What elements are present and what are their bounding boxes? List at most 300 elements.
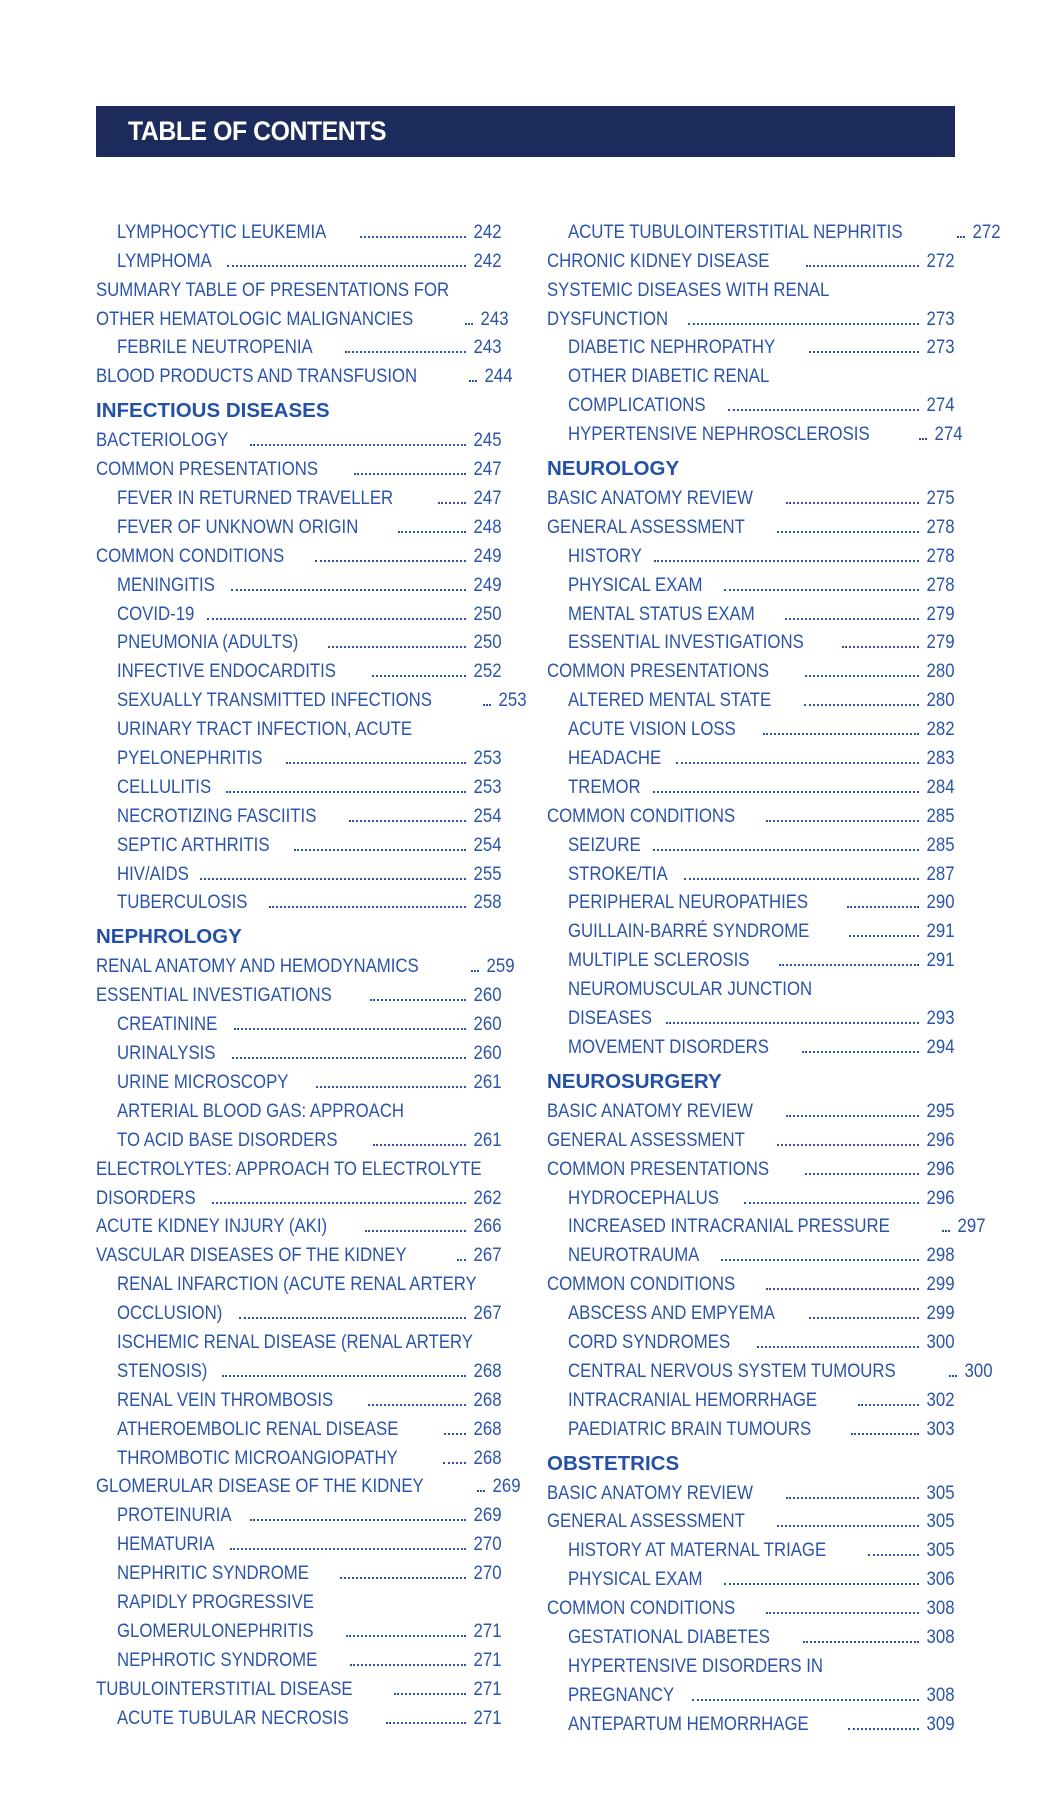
toc-entry-title: CREATININE — [117, 1013, 218, 1036]
toc-entry[interactable] — [547, 1411, 955, 1440]
dot-leader — [802, 1051, 920, 1053]
toc-entry[interactable] — [96, 1122, 502, 1151]
toc-entry-continued — [96, 1151, 502, 1180]
toc-page-number: 243 — [474, 336, 502, 359]
toc-page-number: 254 — [474, 833, 502, 856]
dot-leader — [757, 1346, 920, 1348]
toc-page-number: 280 — [927, 660, 955, 683]
toc-page-number: 270 — [474, 1533, 502, 1556]
toc-entry-title: ATHEROEMBOLIC RENAL DISEASE — [117, 1417, 399, 1440]
toc-entry[interactable] — [547, 243, 955, 272]
dot-leader — [803, 1641, 920, 1643]
toc-entry-title: GUILLAIN-BARRÉ SYNDROME — [568, 920, 810, 943]
toc-page-number: 261 — [474, 1070, 502, 1093]
toc-entry[interactable] — [547, 1295, 955, 1324]
toc-entry-title-line: HYPERTENSIVE DISORDERS IN — [568, 1654, 824, 1677]
toc-page-number: 255 — [474, 862, 502, 885]
toc-entry[interactable] — [96, 451, 502, 480]
dot-leader — [346, 1635, 467, 1637]
toc-entry[interactable] — [96, 301, 509, 330]
toc-entry[interactable] — [96, 682, 527, 712]
toc-entry-title: BLOOD PRODUCTS AND TRANSFUSION — [96, 365, 418, 388]
toc-page-number: 269 — [492, 1475, 521, 1498]
toc-page-number: 280 — [927, 689, 955, 712]
dot-leader — [653, 849, 920, 851]
toc-entry-title: PAEDIATRIC BRAIN TUMOURS — [568, 1417, 812, 1440]
toc-entry[interactable] — [96, 740, 502, 769]
toc-entry[interactable] — [96, 1700, 502, 1729]
dot-leader — [444, 1433, 466, 1435]
toc-entry-title: MENINGITIS — [117, 573, 215, 596]
toc-entry-title: ESSENTIAL INVESTIGATIONS — [568, 631, 804, 654]
toc-page-number: 296 — [927, 1128, 955, 1151]
dot-leader — [294, 849, 466, 851]
toc-entry-title: NEPHROTIC SYNDROME — [117, 1648, 318, 1671]
toc-page-number: 295 — [927, 1099, 955, 1122]
dot-leader — [785, 618, 919, 620]
toc-entry-title: MENTAL STATUS EXAM — [568, 602, 755, 625]
dot-leader — [688, 323, 920, 325]
dot-leader — [786, 502, 919, 504]
toc-page-number: 287 — [927, 862, 955, 885]
dot-leader — [676, 762, 919, 764]
toc-entry[interactable] — [547, 1590, 955, 1619]
toc-page-number: 247 — [474, 487, 502, 510]
toc-entry[interactable] — [547, 509, 955, 538]
toc-entry[interactable] — [547, 1619, 955, 1648]
toc-page-number: 268 — [474, 1417, 502, 1440]
toc-entry[interactable] — [547, 301, 955, 330]
toc-entry[interactable] — [96, 1642, 502, 1671]
toc-entry[interactable] — [547, 214, 1001, 243]
toc-entry-title-line: SYSTEMIC DISEASES WITH RENAL — [547, 278, 830, 301]
toc-page-number: 273 — [927, 336, 955, 359]
dot-leader — [372, 675, 467, 677]
toc-entry[interactable] — [547, 330, 955, 359]
toc-page-number: 305 — [927, 1539, 955, 1562]
toc-entry[interactable] — [96, 1469, 521, 1498]
toc-page-number: 296 — [927, 1157, 955, 1180]
toc-entry-title: COMMON CONDITIONS — [96, 544, 285, 567]
dot-leader — [858, 1404, 920, 1406]
dot-leader — [786, 1497, 919, 1499]
toc-entry-title: ACUTE TUBULOINTERSTITIAL NEPHRITIS — [568, 220, 903, 243]
toc-entry[interactable] — [547, 538, 955, 567]
toc-page-number: 242 — [474, 220, 502, 243]
section-heading-infectious-diseases: INFECTIOUS DISEASES — [96, 399, 330, 423]
toc-entry[interactable] — [96, 1555, 502, 1584]
toc-entry-continued — [547, 358, 955, 387]
toc-entry-title: CORD SYNDROMES — [568, 1330, 731, 1353]
toc-entry-title: ABSCESS AND EMPYEMA — [568, 1302, 775, 1325]
toc-entry[interactable] — [547, 827, 955, 856]
toc-entry-title-line: OTHER DIABETIC RENAL — [568, 365, 770, 388]
toc-page-number: 272 — [972, 220, 1001, 243]
dot-leader — [200, 878, 466, 880]
dot-leader — [763, 733, 919, 735]
dot-leader — [842, 646, 919, 648]
toc-entry[interactable] — [96, 480, 502, 509]
toc-page-number: 305 — [927, 1481, 955, 1504]
toc-entry-title: NEUROTRAUMA — [568, 1244, 700, 1267]
dot-leader — [786, 1115, 919, 1117]
dot-leader — [315, 560, 467, 562]
toc-entry[interactable] — [96, 1526, 502, 1555]
toc-entry[interactable] — [547, 1561, 955, 1590]
toc-entry[interactable] — [547, 1382, 955, 1411]
toc-page-number: 300 — [927, 1330, 955, 1353]
dot-leader — [438, 502, 466, 504]
toc-page-number: 269 — [474, 1504, 502, 1527]
dot-leader — [851, 1433, 920, 1435]
toc-page-number: 253 — [498, 689, 527, 712]
toc-entry[interactable] — [547, 1266, 955, 1295]
toc-entry[interactable] — [96, 977, 502, 1006]
toc-entry[interactable] — [547, 1324, 955, 1353]
dot-leader — [398, 531, 467, 533]
toc-entry[interactable] — [96, 653, 502, 682]
dot-leader — [471, 970, 479, 972]
toc-entry[interactable] — [547, 740, 955, 769]
toc-page-number: 245 — [474, 429, 502, 452]
toc-page-number: 243 — [480, 307, 509, 330]
toc-entry[interactable] — [547, 942, 955, 971]
toc-page-number: 260 — [474, 984, 502, 1007]
dot-leader — [368, 1404, 466, 1406]
toc-entry-title: PREGNANCY — [568, 1683, 675, 1706]
toc-entry[interactable] — [96, 243, 502, 272]
toc-entry-title: ESSENTIAL INVESTIGATIONS — [96, 984, 332, 1007]
toc-page-number: 259 — [486, 955, 515, 978]
toc-page-number: 268 — [474, 1388, 502, 1411]
toc-entry-title: ANTEPARTUM HEMORRHAGE — [568, 1712, 809, 1735]
toc-entry[interactable] — [96, 885, 502, 914]
toc-entry-title: HEMATURIA — [117, 1533, 215, 1556]
toc-entry[interactable] — [547, 885, 955, 914]
toc-entry-title: RENAL VEIN THROMBOSIS — [117, 1388, 334, 1411]
toc-entry-title: COMMON CONDITIONS — [547, 804, 736, 827]
dot-leader — [692, 1699, 920, 1701]
toc-entry[interactable] — [96, 422, 502, 451]
toc-entry-title: FEBRILE NEUTROPENIA — [117, 336, 313, 359]
toc-page-number: 296 — [927, 1186, 955, 1209]
toc-entry-title: CENTRAL NERVOUS SYSTEM TUMOURS — [568, 1359, 896, 1382]
toc-entry[interactable] — [96, 1671, 502, 1700]
toc-entry[interactable] — [96, 1237, 502, 1266]
toc-entry-continued — [96, 272, 502, 301]
toc-page-number: 282 — [927, 718, 955, 741]
toc-entry[interactable] — [547, 913, 955, 942]
dot-leader — [350, 1664, 467, 1666]
toc-page-number: 290 — [927, 891, 955, 914]
toc-entry[interactable] — [547, 596, 955, 625]
toc-entry-title-line: ELECTROLYTES: APPROACH TO ELECTROLYTE — [96, 1157, 482, 1180]
toc-page-number: 291 — [927, 949, 955, 972]
dot-leader — [269, 906, 467, 908]
dot-leader — [849, 935, 920, 937]
toc-entry[interactable] — [96, 567, 502, 596]
toc-entry[interactable] — [547, 1706, 955, 1735]
dot-leader — [340, 1577, 466, 1579]
toc-page-number: 253 — [474, 775, 502, 798]
dot-leader — [949, 1375, 957, 1377]
toc-page-number: 266 — [474, 1215, 502, 1238]
toc-page-number: 267 — [474, 1302, 502, 1325]
toc-entry[interactable] — [547, 1209, 986, 1238]
toc-entry[interactable] — [96, 1353, 502, 1382]
toc-entry-title: CELLULITIS — [117, 775, 212, 798]
toc-entry[interactable] — [96, 1295, 502, 1324]
toc-entry[interactable] — [96, 798, 502, 827]
toc-entry-title: COMMON PRESENTATIONS — [547, 1157, 770, 1180]
dot-leader — [942, 1230, 950, 1232]
toc-entry-title: STENOSIS) — [117, 1359, 208, 1382]
toc-entry-title: COMPLICATIONS — [568, 394, 706, 417]
toc-entry-title: BASIC ANATOMY REVIEW — [547, 1481, 753, 1504]
toc-entry-title: DYSFUNCTION — [547, 307, 669, 330]
toc-entry-title: DISEASES — [568, 1007, 652, 1030]
dot-leader — [465, 323, 473, 325]
dot-leader — [654, 560, 919, 562]
toc-entry[interactable] — [547, 1475, 955, 1504]
toc-entry-title: MULTIPLE SCLEROSIS — [568, 949, 750, 972]
toc-page-number: 291 — [927, 920, 955, 943]
dot-leader — [779, 964, 920, 966]
toc-entry-title: PNEUMONIA (ADULTS) — [117, 631, 299, 654]
toc-entry-title: CHRONIC KIDNEY DISEASE — [547, 249, 770, 272]
dot-leader — [226, 791, 466, 793]
toc-entry[interactable] — [96, 358, 513, 388]
toc-entry-title-line: NEUROMUSCULAR JUNCTION — [568, 978, 813, 1001]
toc-entry-title: URINE MICROSCOPY — [117, 1070, 289, 1093]
toc-entry-continued — [547, 272, 955, 301]
toc-page-number: 270 — [474, 1562, 502, 1585]
toc-page-number: 267 — [474, 1244, 502, 1267]
dot-leader — [227, 265, 466, 267]
toc-entry-title: COMMON CONDITIONS — [547, 1597, 736, 1620]
dot-leader — [847, 906, 919, 908]
toc-page-number: 273 — [927, 307, 955, 330]
toc-entry[interactable] — [547, 1677, 955, 1706]
toc-entry[interactable] — [547, 1353, 993, 1382]
dot-leader — [360, 236, 466, 238]
toc-entry[interactable] — [96, 1613, 502, 1642]
toc-entry[interactable] — [96, 538, 502, 567]
dot-leader — [232, 1057, 467, 1059]
toc-entry[interactable] — [547, 769, 955, 798]
toc-entry[interactable] — [547, 416, 963, 446]
toc-page-number: 258 — [474, 891, 502, 914]
toc-entry[interactable] — [547, 567, 955, 596]
toc-entry[interactable] — [96, 856, 502, 885]
toc-page-number: 249 — [474, 573, 502, 596]
toc-entry[interactable] — [96, 1497, 502, 1526]
toc-page-number: 279 — [927, 602, 955, 625]
toc-page-number: 272 — [927, 249, 955, 272]
toc-entry[interactable] — [96, 948, 515, 978]
toc-page-number: 303 — [927, 1417, 955, 1440]
toc-entry[interactable] — [547, 1000, 955, 1029]
dot-leader — [328, 646, 467, 648]
toc-entry-title-line: ISCHEMIC RENAL DISEASE (RENAL ARTERY — [117, 1330, 473, 1353]
toc-entry[interactable] — [547, 1029, 955, 1058]
dot-leader — [744, 1202, 920, 1204]
toc-entry-title-line: RAPIDLY PROGRESSIVE — [117, 1590, 314, 1613]
toc-entry[interactable] — [547, 711, 955, 740]
toc-entry-title: SEXUALLY TRANSMITTED INFECTIONS — [117, 689, 432, 712]
toc-page-number: 300 — [964, 1359, 993, 1382]
toc-entry-continued — [96, 711, 502, 740]
toc-entry-title: THROMBOTIC MICROANGIOPATHY — [117, 1446, 398, 1469]
toc-page-number: 247 — [474, 458, 502, 481]
toc-page-number: 249 — [474, 544, 502, 567]
toc-entry[interactable] — [547, 625, 955, 654]
dot-leader — [365, 1230, 467, 1232]
toc-entry-title: PHYSICAL EXAM — [568, 1568, 703, 1591]
toc-entry-continued — [96, 1584, 502, 1613]
toc-page-number: 285 — [927, 804, 955, 827]
toc-page-number: 279 — [927, 631, 955, 654]
toc-page-number: 309 — [927, 1712, 955, 1735]
toc-page-number: 271 — [474, 1648, 502, 1671]
toc-entry[interactable] — [547, 1180, 955, 1209]
toc-entry-title: INFECTIVE ENDOCARDITIS — [117, 660, 336, 683]
toc-entry[interactable] — [547, 1151, 955, 1180]
toc-entry[interactable] — [547, 387, 955, 416]
toc-page-number: 293 — [927, 1007, 955, 1030]
toc-entry[interactable] — [547, 1122, 955, 1151]
toc-entry-title: NECROTIZING FASCIITIS — [117, 804, 317, 827]
toc-entry[interactable] — [547, 682, 955, 711]
dot-leader — [724, 589, 919, 591]
toc-entry-title: HEADACHE — [568, 747, 662, 770]
toc-entry[interactable] — [547, 856, 955, 885]
toc-page-number: 308 — [927, 1625, 955, 1648]
toc-page-number: 308 — [927, 1683, 955, 1706]
toc-entry-title: GENERAL ASSESSMENT — [547, 1510, 745, 1533]
toc-page-number: 268 — [474, 1359, 502, 1382]
page-title: TABLE OF CONTENTS — [128, 116, 387, 146]
toc-entry-title: INCREASED INTRACRANIAL PRESSURE — [568, 1215, 890, 1238]
toc-page-number: 278 — [927, 573, 955, 596]
toc-entry-title: GLOMERULONEPHRITIS — [117, 1619, 314, 1642]
toc-entry-title-line: URINARY TRACT INFECTION, ACUTE — [117, 718, 413, 741]
toc-entry-title: DISORDERS — [96, 1186, 196, 1209]
toc-page-number: 278 — [927, 544, 955, 567]
dot-leader — [728, 409, 919, 411]
toc-entry[interactable] — [96, 827, 502, 856]
toc-entry-title: COMMON PRESENTATIONS — [96, 458, 319, 481]
toc-entry[interactable] — [547, 1504, 955, 1533]
toc-entry-title: NEPHRITIC SYNDROME — [117, 1562, 309, 1585]
dot-leader — [777, 531, 919, 533]
toc-entry-title: COVID-19 — [117, 602, 195, 625]
dot-leader — [286, 762, 466, 764]
toc-entry[interactable] — [96, 1382, 502, 1411]
dot-leader — [809, 351, 920, 353]
toc-entry-title: INTRACRANIAL HEMORRHAGE — [568, 1388, 818, 1411]
toc-entry[interactable] — [96, 1064, 502, 1093]
toc-entry[interactable] — [96, 509, 502, 538]
toc-entry-title: MOVEMENT DISORDERS — [568, 1035, 769, 1058]
toc-entry-continued — [547, 1648, 955, 1677]
toc-entry-title: BASIC ANATOMY REVIEW — [547, 1099, 753, 1122]
dot-leader — [724, 1583, 919, 1585]
dot-leader — [766, 1612, 920, 1614]
toc-entry-continued — [96, 1324, 502, 1353]
toc-entry-title-line: SUMMARY TABLE OF PRESENTATIONS FOR — [96, 278, 450, 301]
dot-leader — [207, 618, 467, 620]
dot-leader — [457, 1259, 466, 1261]
toc-entry-title: TREMOR — [568, 775, 641, 798]
toc-page-number: 283 — [927, 747, 955, 770]
toc-entry[interactable] — [96, 1180, 502, 1209]
toc-entry[interactable] — [96, 769, 502, 798]
dot-leader — [806, 265, 920, 267]
toc-page-number: 299 — [927, 1302, 955, 1325]
dot-leader — [957, 236, 965, 238]
toc-entry[interactable] — [96, 214, 502, 243]
toc-page-number: 252 — [474, 660, 502, 683]
toc-entry-title: ACUTE VISION LOSS — [568, 718, 736, 741]
toc-entry[interactable] — [96, 330, 502, 359]
toc-entry[interactable] — [96, 1209, 502, 1238]
toc-entry-title: COMMON CONDITIONS — [547, 1273, 736, 1296]
toc-entry[interactable] — [96, 1035, 502, 1064]
toc-entry-continued — [547, 971, 955, 1000]
toc-right-column — [547, 214, 1001, 1735]
toc-entry[interactable] — [547, 1093, 955, 1122]
toc-page-number: 253 — [474, 747, 502, 770]
toc-entry-title: DIABETIC NEPHROPATHY — [568, 336, 776, 359]
toc-entry-title: FEVER OF UNKNOWN ORIGIN — [117, 515, 359, 538]
toc-entry[interactable] — [96, 625, 502, 654]
toc-entry[interactable] — [96, 1440, 502, 1469]
toc-entry-title: GLOMERULAR DISEASE OF THE KIDNEY — [96, 1475, 424, 1498]
toc-entry[interactable] — [96, 1006, 502, 1035]
toc-entry[interactable] — [547, 1532, 955, 1561]
toc-entry[interactable] — [547, 798, 955, 827]
dot-leader — [354, 473, 466, 475]
toc-entry-title: FEVER IN RETURNED TRAVELLER — [117, 487, 394, 510]
dot-leader — [483, 704, 491, 706]
toc-entry-title: PYELONEPHRITIS — [117, 747, 263, 770]
toc-page-number: 285 — [927, 833, 955, 856]
dot-leader — [777, 1525, 919, 1527]
dot-leader — [805, 675, 919, 677]
toc-entry[interactable] — [547, 653, 955, 682]
toc-entry-continued — [96, 1093, 502, 1122]
toc-page-number: 308 — [927, 1597, 955, 1620]
toc-entry[interactable] — [547, 1237, 955, 1266]
toc-entry-title: PROTEINURIA — [117, 1504, 232, 1527]
dot-leader — [349, 820, 467, 822]
toc-entry[interactable] — [96, 1411, 502, 1440]
dot-leader — [345, 351, 467, 353]
toc-entry[interactable] — [96, 596, 502, 625]
dot-leader — [919, 438, 927, 440]
dot-leader — [805, 1173, 919, 1175]
dot-leader — [684, 878, 920, 880]
toc-entry[interactable] — [547, 480, 955, 509]
dot-leader — [766, 1288, 920, 1290]
dot-leader — [386, 1722, 466, 1724]
toc-entry-title: OCCLUSION) — [117, 1302, 223, 1325]
dot-leader — [666, 1022, 920, 1024]
dot-leader — [653, 791, 920, 793]
dot-leader — [231, 589, 467, 591]
toc-page-number: 242 — [474, 249, 502, 272]
